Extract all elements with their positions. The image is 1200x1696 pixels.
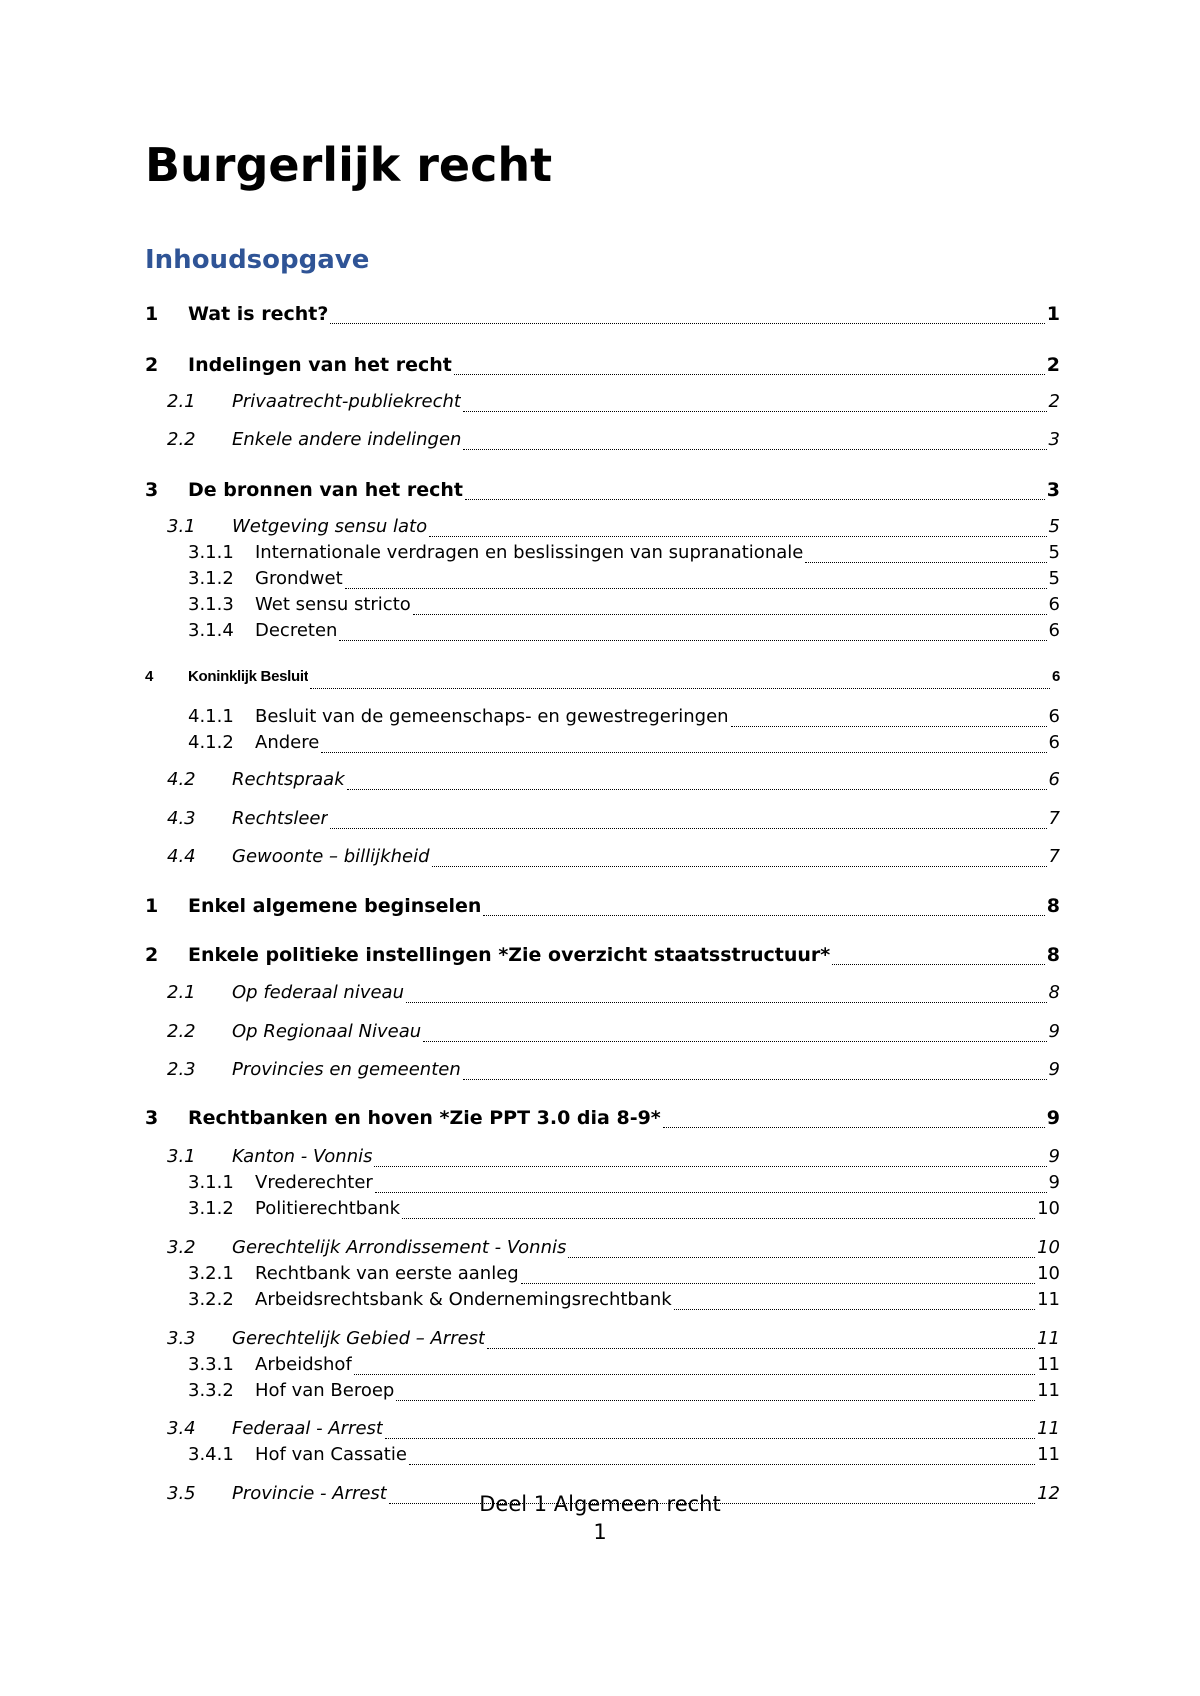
toc-entry-page: 6	[1048, 769, 1060, 790]
toc-entry-page: 6	[1048, 732, 1060, 753]
toc-entry[interactable]	[145, 303, 1060, 329]
toc-entry[interactable]	[145, 516, 1060, 542]
toc-entry-page: 3	[1048, 429, 1060, 450]
toc-entry-number: 3.4	[167, 1418, 196, 1439]
toc-dot-leader	[832, 964, 1045, 965]
toc-entry-number: 2.2	[167, 429, 196, 450]
toc-entry-text: Politierechtbank	[255, 1198, 401, 1219]
toc-entry-text: Internationale verdragen en beslissingen van supranationale	[255, 542, 804, 563]
toc-entry-text: Privaatrecht-publiekrecht	[232, 391, 461, 412]
toc-dot-leader	[310, 688, 1050, 689]
toc-entry[interactable]	[145, 846, 1060, 872]
toc-entry[interactable]	[145, 1263, 1060, 1289]
toc-dot-leader	[454, 374, 1045, 375]
toc-entry-page: 11	[1037, 1444, 1060, 1465]
toc-entry[interactable]	[145, 391, 1060, 417]
toc-entry-number: 3.1	[167, 1146, 196, 1167]
toc-entry[interactable]	[145, 568, 1060, 594]
toc-entry-page: 9	[1048, 1059, 1060, 1080]
toc-entry[interactable]	[145, 429, 1060, 455]
toc-entry-number: 3.1.2	[188, 568, 234, 589]
toc-dot-leader	[406, 1002, 1047, 1003]
toc-entry-page: 8	[1046, 944, 1060, 966]
toc-entry-text: Provincies en gemeenten	[232, 1059, 461, 1080]
toc-entry-text: Wet sensu stricto	[255, 594, 411, 615]
toc-entry-page: 6	[1048, 620, 1060, 641]
toc-entry-text: Koninklijk Besluit	[188, 668, 309, 685]
toc-entry-page: 1	[1046, 303, 1060, 325]
toc-entry-text: Andere	[255, 732, 320, 753]
toc-heading: Inhoudsopgave	[145, 245, 370, 275]
toc-dot-leader	[402, 1218, 1035, 1219]
toc-entry-text: Hof van Beroep	[255, 1380, 395, 1401]
toc-entry[interactable]	[145, 1059, 1060, 1085]
toc-entry-number: 1	[145, 895, 159, 917]
toc-dot-leader	[432, 866, 1047, 867]
toc-dot-leader	[375, 1192, 1047, 1193]
toc-entry-page: 6	[1048, 594, 1060, 615]
toc-entry-number: 3.3.1	[188, 1354, 234, 1375]
toc-dot-leader	[385, 1438, 1035, 1439]
toc-entry[interactable]	[145, 1198, 1060, 1224]
toc-entry-page: 9	[1048, 1172, 1060, 1193]
toc-dot-leader	[429, 536, 1046, 537]
toc-entry-text: Rechtsleer	[232, 808, 328, 829]
toc-dot-leader	[731, 726, 1047, 727]
toc-entry[interactable]	[145, 1172, 1060, 1198]
toc-entry-text: Besluit van de gemeenschaps- en gewestregeringen	[255, 706, 729, 727]
toc-entry-number: 3.1	[167, 516, 196, 537]
toc-entry[interactable]	[145, 769, 1060, 795]
toc-entry-number: 3.3	[167, 1328, 196, 1349]
toc-entry[interactable]	[145, 1354, 1060, 1380]
toc-entry-text: Enkel algemene beginselen	[188, 895, 482, 917]
toc-dot-leader	[330, 323, 1044, 324]
toc-entry-number: 2	[145, 354, 159, 376]
toc-entry-text: Wetgeving sensu lato	[232, 516, 428, 537]
toc-entry-text: Decreten	[255, 620, 338, 641]
toc-dot-leader	[674, 1309, 1035, 1310]
toc-entry-text: Provincie - Arrest	[232, 1483, 387, 1504]
toc-dot-leader	[339, 640, 1046, 641]
toc-entry-text: Gerechtelijk Arrondissement - Vonnis	[232, 1237, 567, 1258]
toc-dot-leader	[465, 499, 1045, 500]
toc-entry-number: 4.1.1	[188, 706, 234, 727]
toc-entry-text: Gerechtelijk Gebied – Arrest	[232, 1328, 486, 1349]
toc-dot-leader	[487, 1348, 1035, 1349]
toc-entry[interactable]	[145, 1418, 1060, 1444]
toc-entry[interactable]	[145, 620, 1060, 646]
toc-entry-text: Hof van Cassatie	[255, 1444, 407, 1465]
toc-entry-text: Indelingen van het recht	[188, 354, 452, 376]
toc-dot-leader	[330, 828, 1047, 829]
toc-entry[interactable]	[145, 479, 1060, 505]
toc-dot-leader	[345, 588, 1047, 589]
toc-entry-text: Arbeidsrechtsbank & Ondernemingsrechtbank	[255, 1289, 672, 1310]
toc-dot-leader	[663, 1127, 1045, 1128]
toc-entry-text: Gewoonte – billijkheid	[232, 846, 430, 867]
toc-entry[interactable]	[145, 1289, 1060, 1315]
toc-entry-number: 3	[145, 1107, 159, 1129]
toc-entry[interactable]	[145, 1146, 1060, 1172]
toc-entry-page: 11	[1037, 1418, 1060, 1439]
toc-entry[interactable]	[145, 1107, 1060, 1133]
toc-entry[interactable]	[145, 594, 1060, 620]
toc-entry[interactable]	[145, 1380, 1060, 1406]
toc-entry-number: 3.5	[167, 1483, 196, 1504]
toc-entry-page: 3	[1046, 479, 1060, 501]
toc-entry-page: 5	[1048, 568, 1060, 589]
toc-entry-number: 4.2	[167, 769, 196, 790]
toc-entry-page: 10	[1037, 1263, 1060, 1284]
toc-entry-number: 2.1	[167, 391, 196, 412]
toc-dot-leader	[463, 449, 1046, 450]
toc-dot-leader	[321, 752, 1046, 753]
toc-entry-number: 3.4.1	[188, 1444, 234, 1465]
toc-entry-page: 5	[1048, 516, 1060, 537]
toc-dot-leader	[463, 411, 1047, 412]
toc-entry-page: 9	[1048, 1146, 1060, 1167]
toc-entry-text: Grondwet	[255, 568, 343, 589]
toc-entry-number: 3.2	[167, 1237, 196, 1258]
toc-entry-number: 4.3	[167, 808, 196, 829]
toc-entry[interactable]	[145, 668, 1060, 694]
toc-entry-page: 2	[1048, 391, 1060, 412]
toc-entry-text: Arbeidshof	[255, 1354, 352, 1375]
toc-entry-text: Kanton - Vonnis	[232, 1146, 373, 1167]
toc-entry-page: 6	[1048, 706, 1060, 727]
toc-entry-text: Federaal - Arrest	[232, 1418, 383, 1439]
toc-entry-number: 3.1.1	[188, 542, 234, 563]
toc-entry-text: Enkele politieke instellingen *Zie overzicht staatsstructuur*	[188, 944, 831, 966]
toc-entry-page: 5	[1048, 542, 1060, 563]
toc-dot-leader	[463, 1079, 1047, 1080]
toc-dot-leader	[521, 1283, 1035, 1284]
toc-entry-page: 7	[1048, 808, 1060, 829]
toc-entry-number: 3.1.3	[188, 594, 234, 615]
toc-entry-page: 12	[1037, 1483, 1060, 1504]
toc-entry-page: 11	[1037, 1354, 1060, 1375]
footer-page-number: 1	[593, 1520, 607, 1544]
toc-entry[interactable]	[145, 706, 1060, 732]
toc-entry-number: 2.3	[167, 1059, 196, 1080]
toc-entry[interactable]	[145, 1237, 1060, 1263]
toc-entry-text: Rechtbanken en hoven *Zie PPT 3.0 dia 8-9*	[188, 1107, 661, 1129]
toc-entry-text: Op Regionaal Niveau	[232, 1021, 422, 1042]
toc-dot-leader	[423, 1041, 1046, 1042]
toc-entry-page: 6	[1051, 668, 1060, 685]
toc-entry-page: 11	[1037, 1289, 1060, 1310]
toc-dot-leader	[413, 614, 1047, 615]
toc-entry-page: 9	[1048, 1021, 1060, 1042]
toc-entry-page: 11	[1037, 1380, 1060, 1401]
toc-entry-number: 3	[145, 479, 159, 501]
toc-dot-leader	[374, 1166, 1046, 1167]
footer-label: Deel 1 Algemeen recht	[479, 1492, 721, 1516]
toc-dot-leader	[354, 1374, 1035, 1375]
toc-entry-text: Op federaal niveau	[232, 982, 404, 1003]
toc-entry[interactable]	[145, 1444, 1060, 1470]
toc-entry[interactable]	[145, 542, 1060, 568]
toc-dot-leader	[409, 1464, 1035, 1465]
toc-entry[interactable]	[145, 1328, 1060, 1354]
toc-entry-number: 4	[145, 668, 154, 685]
toc-entry-number: 3.1.4	[188, 620, 234, 641]
toc-entry-number: 3.1.1	[188, 1172, 234, 1193]
toc-entry-number: 2	[145, 944, 159, 966]
toc-entry-text: De bronnen van het recht	[188, 479, 463, 501]
toc-entry-number: 4.1.2	[188, 732, 234, 753]
toc-entry-text: Enkele andere indelingen	[232, 429, 462, 450]
toc-entry[interactable]	[145, 982, 1060, 1008]
toc-dot-leader	[805, 562, 1046, 563]
toc-dot-leader	[568, 1257, 1035, 1258]
toc-entry-page: 8	[1046, 895, 1060, 917]
toc-dot-leader	[483, 915, 1044, 916]
toc-entry-number: 4.4	[167, 846, 196, 867]
toc-entry[interactable]	[145, 732, 1060, 758]
toc-entry-number: 2.1	[167, 982, 196, 1003]
toc-entry[interactable]	[145, 808, 1060, 834]
toc-dot-leader	[396, 1400, 1035, 1401]
toc-entry-number: 1	[145, 303, 159, 325]
toc-entry[interactable]	[145, 354, 1060, 380]
toc-entry[interactable]	[145, 1021, 1060, 1047]
toc-entry-number: 3.2.1	[188, 1263, 234, 1284]
toc-entry-text: Rechtspraak	[232, 769, 345, 790]
toc-entry-page: 8	[1048, 982, 1060, 1003]
toc-entry-number: 2.2	[167, 1021, 196, 1042]
toc-entry-text: Wat is recht?	[188, 303, 329, 325]
toc-entry-number: 3.1.2	[188, 1198, 234, 1219]
toc-entry[interactable]	[145, 944, 1060, 970]
toc-entry[interactable]	[145, 895, 1060, 921]
toc-entry-page: 7	[1048, 846, 1060, 867]
toc-entry-page: 10	[1037, 1237, 1060, 1258]
toc-dot-leader	[347, 789, 1047, 790]
toc-entry-number: 3.2.2	[188, 1289, 234, 1310]
document-title: Burgerlijk recht	[145, 138, 553, 192]
toc-entry-page: 10	[1037, 1198, 1060, 1219]
toc-entry-text: Rechtbank van eerste aanleg	[255, 1263, 519, 1284]
toc-entry-page: 9	[1046, 1107, 1060, 1129]
toc-entry-page: 11	[1037, 1328, 1060, 1349]
toc-entry-number: 3.3.2	[188, 1380, 234, 1401]
toc-entry-page: 2	[1046, 354, 1060, 376]
toc-entry-text: Vrederechter	[255, 1172, 373, 1193]
